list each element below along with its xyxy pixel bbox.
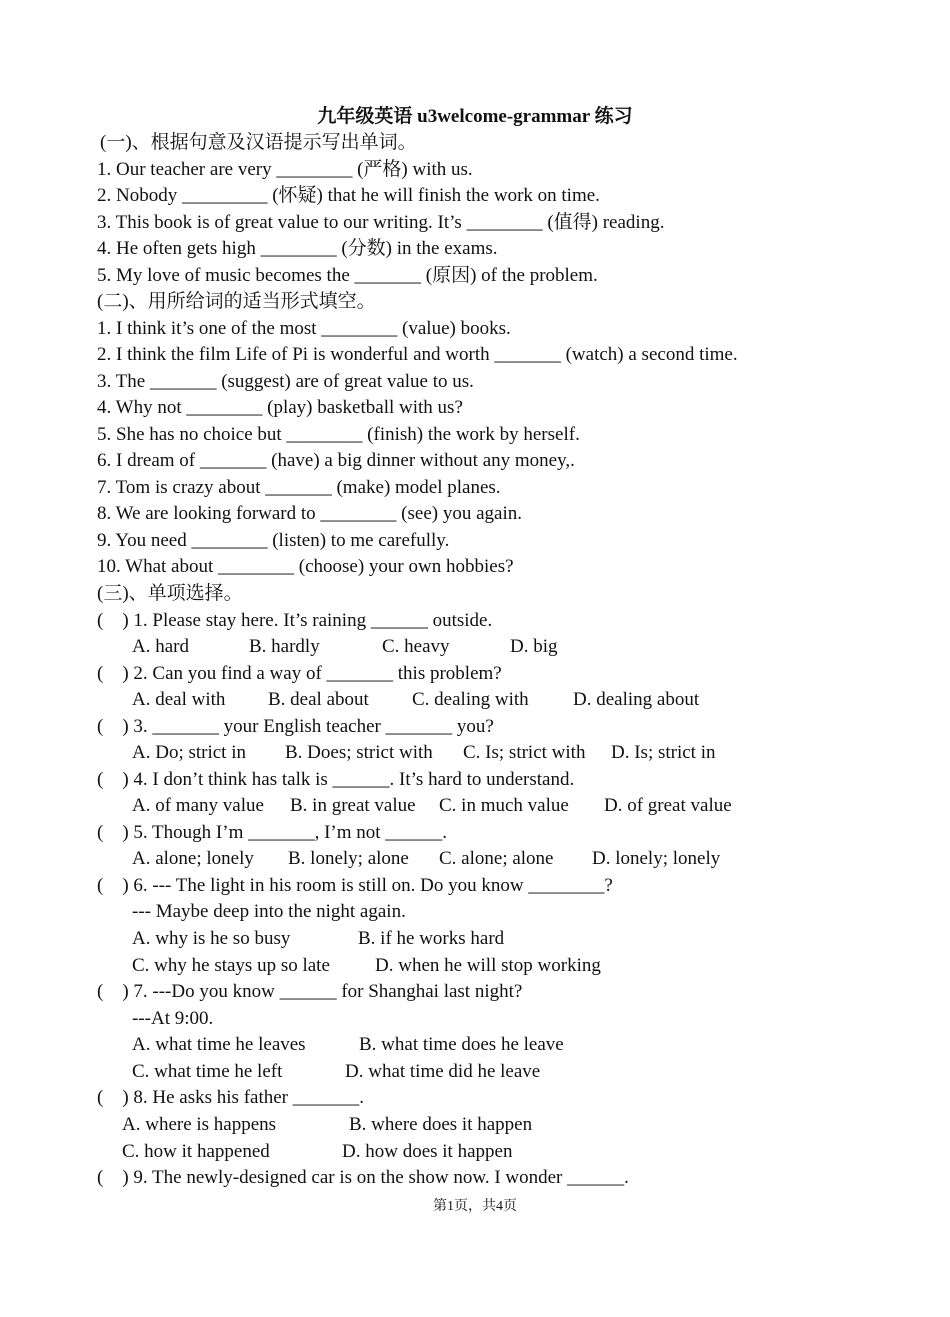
question-options (0, 740, 950, 766)
question-stem: ( ) 6. --- The light in his room is still on. Do you know ________? (97, 875, 613, 896)
option-c: C. in much value (439, 795, 569, 816)
question-stem: ( ) 5. Though I’m _______, I’m not ______. (97, 822, 448, 843)
option-c: C. what time he left (132, 1061, 283, 1082)
question-options (0, 846, 950, 872)
section2-item: 9. You need ________ (listen) to me carefully. (97, 530, 450, 551)
option-c: C. alone; alone (439, 848, 554, 869)
option-d: D. big (510, 636, 558, 657)
question-stem: ( ) 4. I don’t think has talk is ______. It’s hard to understand. (97, 769, 575, 790)
question-options (0, 1139, 950, 1165)
option-b: B. in great value (290, 795, 416, 816)
question-options (0, 1032, 950, 1058)
question-options (0, 926, 950, 952)
dialogue-reply: ---At 9:00. (132, 1008, 214, 1029)
section1-item: 4. He often gets high ________ (分数) in the exams. (97, 238, 498, 259)
option-a: A. where is happens (122, 1114, 277, 1135)
page-footer: 第1页，共4页 (433, 1199, 517, 1214)
option-d: D. Is; strict in (611, 742, 716, 763)
section2-item: 3. The _______ (suggest) are of great value to us. (97, 371, 474, 392)
option-b: B. where does it happen (349, 1114, 533, 1135)
option-c: C. how it happened (122, 1141, 270, 1162)
option-a: A. alone; lonely (132, 848, 254, 869)
section2-heading: (二)、用所给词的适当形式填空。 (97, 291, 376, 312)
question-stem: ( ) 2. Can you find a way of _______ this problem? (97, 663, 502, 684)
option-b: B. lonely; alone (288, 848, 409, 869)
section2-item: 8. We are looking forward to ________ (see) you again. (97, 503, 522, 524)
option-d: D. how does it happen (342, 1141, 513, 1162)
option-b: B. hardly (249, 636, 320, 657)
section2-item: 5. She has no choice but ________ (finish) the work by herself. (97, 424, 580, 445)
option-a: A. why is he so busy (132, 928, 291, 949)
section2-item: 4. Why not ________ (play) basketball with us? (97, 397, 463, 418)
section2-item: 1. I think it’s one of the most ________ (value) books. (97, 318, 511, 339)
section2-item: 7. Tom is crazy about _______ (make) model planes. (97, 477, 501, 498)
question-stem: ( ) 9. The newly-designed car is on the show now. I wonder ______. (97, 1167, 629, 1188)
option-c: C. why he stays up so late (132, 955, 330, 976)
document-title: 九年级英语 u3welcome-grammar 练习 (317, 106, 633, 127)
option-b: B. if he works hard (358, 928, 505, 949)
option-b: B. Does; strict with (285, 742, 433, 763)
section2-item: 6. I dream of _______ (have) a big dinner without any money,. (97, 450, 575, 471)
section3-heading: (三)、单项选择。 (97, 583, 243, 604)
section1-item: 2. Nobody _________ (怀疑) that he will finish the work on time. (97, 185, 600, 206)
question-options (0, 793, 950, 819)
option-a: A. what time he leaves (132, 1034, 306, 1055)
option-d: D. what time did he leave (345, 1061, 541, 1082)
option-d: D. of great value (604, 795, 732, 816)
option-d: D. dealing about (573, 689, 700, 710)
section1-item: 1. Our teacher are very ________ (严格) with us. (97, 159, 473, 180)
option-c: C. Is; strict with (463, 742, 586, 763)
option-a: A. hard (132, 636, 189, 657)
option-c: C. heavy (382, 636, 450, 657)
question-stem: ( ) 1. Please stay here. It’s raining ______ outside. (97, 610, 493, 631)
option-d: D. when he will stop working (375, 955, 601, 976)
option-c: C. dealing with (412, 689, 529, 710)
dialogue-reply: --- Maybe deep into the night again. (132, 901, 406, 922)
section2-item: 2. I think the film Life of Pi is wonderful and worth _______ (watch) a second time. (97, 344, 738, 365)
option-a: A. Do; strict in (132, 742, 246, 763)
question-options (0, 953, 950, 979)
option-b: B. deal about (268, 689, 369, 710)
section1-item: 5. My love of music becomes the _______ (原因) of the problem. (97, 265, 598, 286)
question-options (0, 634, 950, 660)
section1-heading: (一)、根据句意及汉语提示写出单词。 (100, 132, 417, 153)
option-a: A. deal with (132, 689, 226, 710)
question-stem: ( ) 7. ---Do you know ______ for Shanghai last night? (97, 981, 523, 1002)
question-stem: ( ) 8. He asks his father _______. (97, 1087, 365, 1108)
question-options (0, 1059, 950, 1085)
section2-item: 10. What about ________ (choose) your own hobbies? (97, 556, 514, 577)
option-a: A. of many value (132, 795, 264, 816)
section1-item: 3. This book is of great value to our writing. It’s ________ (值得) reading. (97, 212, 665, 233)
question-options (0, 1112, 950, 1138)
option-d: D. lonely; lonely (592, 848, 721, 869)
option-b: B. what time does he leave (359, 1034, 564, 1055)
question-stem: ( ) 3. _______ your English teacher _______ you? (97, 716, 494, 737)
question-options (0, 687, 950, 713)
